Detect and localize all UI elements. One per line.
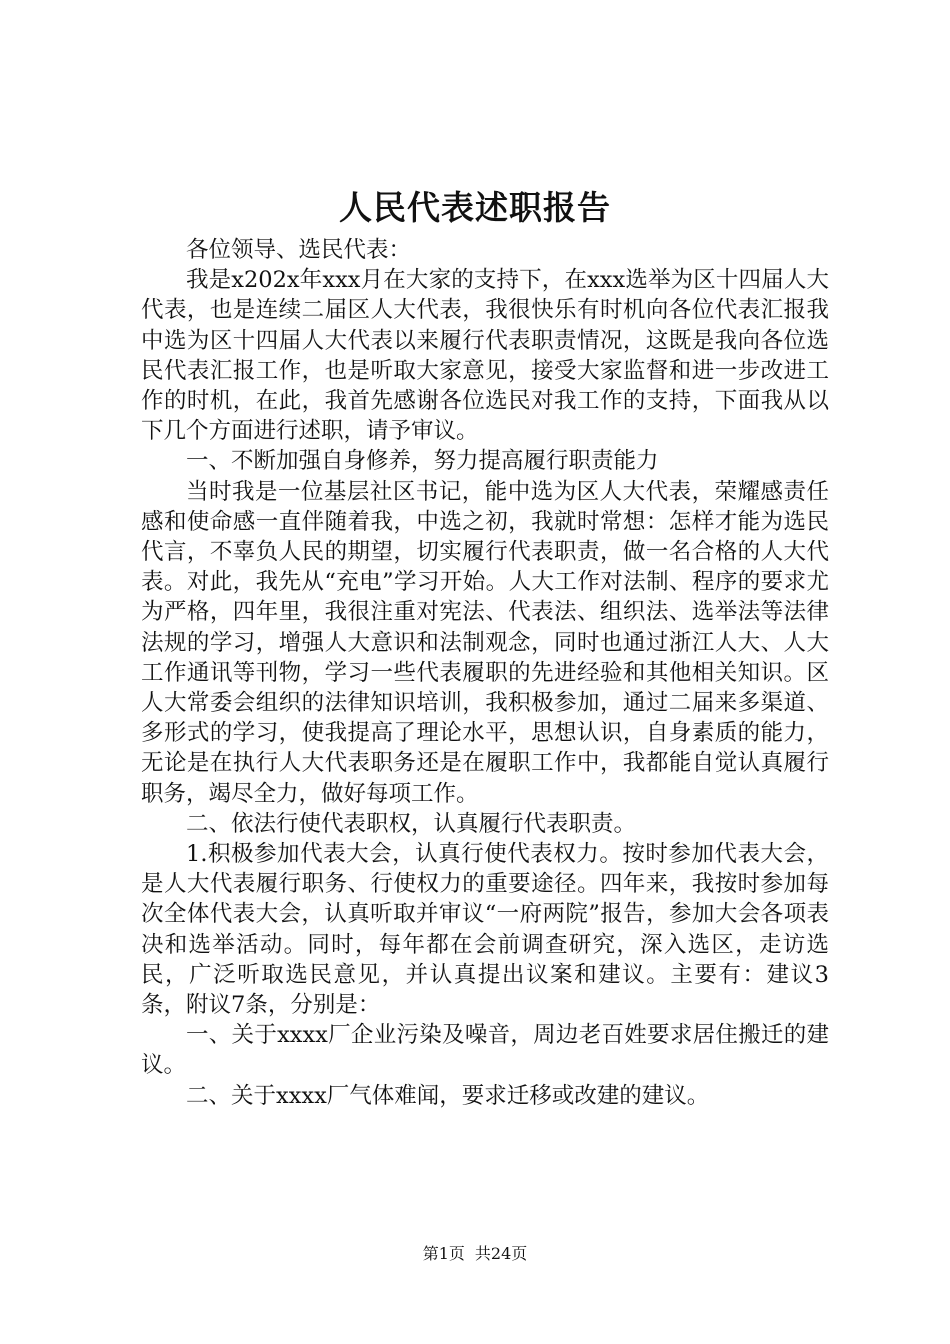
section-1-paragraph: 当时我是一位基层社区书记，能中选为区人大代表，荣耀感责任感和使命感一直伴随着我，中选之初，我就时常想：怎样才能为选民代言，不辜负人民的期望，切实履行代表职责，做一名合格的人大代表。对此，我先从“充电”学习开始。人大工作对法制、程序的要求尤为严格，四年里，我很注重对宪法、代表法、组织法、选举法等法律法规的学习，增强人大意识和法制观念，同时也通过浙江人大、人大工作通讯等刊物，学习一些代表履职的先进经验和其他相关知识。区人大常委会组织的法律知识培训，我积极参加，通过二届来多渠道、多形式的学习，使我提高了理论水平，思想认识，自身素质的能力，无论是在执行人大代表职务还是在履职工作中，我都能自觉认真履行职务，竭尽全力，做好每项工作。: [141, 478, 829, 807]
suggestion-1-paragraph: 一、关于xxxx厂企业污染及噪音，周边老百姓要求居住搬迁的建议。: [141, 1022, 829, 1079]
page-footer: [0, 1243, 950, 1265]
intro-paragraph: 我是x202x年xxx月在大家的支持下，在xxx选举为区十四届人大代表，也是连续二届区人大代表，我很快乐有时机向各位代表汇报我中选为区十四届人大代表以来履行代表职责情况，这既是我向各位选民代表汇报工作，也是听取大家意见，接受大家监督和进一步改进工作的时机，在此，我首先感谢各位选民对我工作的支持，下面我从以下几个方面进行述职，请予审议。: [141, 267, 829, 445]
document-body: [141, 235, 829, 1111]
section-2-item-1-paragraph: 1.积极参加代表大会，认真行使代表权力。按时参加代表大会，是人大代表履行职务、行使权力的重要途径。四年来，我按时参加每次全体代表大会，认真听取并审议“一府两院”报告，参加大会各项表决和选举活动。同时，每年都在会前调查研究，深入选区，走访选民，广泛听取选民意见，并认真提出议案和建议。主要有：建议3条，附议7条，分别是：: [141, 841, 829, 1019]
salutation-paragraph: 各位领导、选民代表：: [186, 237, 412, 263]
section-heading-2: 二、依法行使代表职权，认真履行代表职责。: [186, 810, 637, 837]
suggestion-2-paragraph: 二、关于xxxx厂气体难闻，要求迁移或改建的建议。: [186, 1082, 710, 1109]
page-number: 第1页: [422, 1244, 465, 1263]
section-heading-1: 一、不断加强自身修养，努力提高履行职责能力: [186, 448, 659, 475]
document-title: 人民代表述职报告: [339, 188, 611, 227]
page-total: 共24页: [474, 1244, 528, 1263]
